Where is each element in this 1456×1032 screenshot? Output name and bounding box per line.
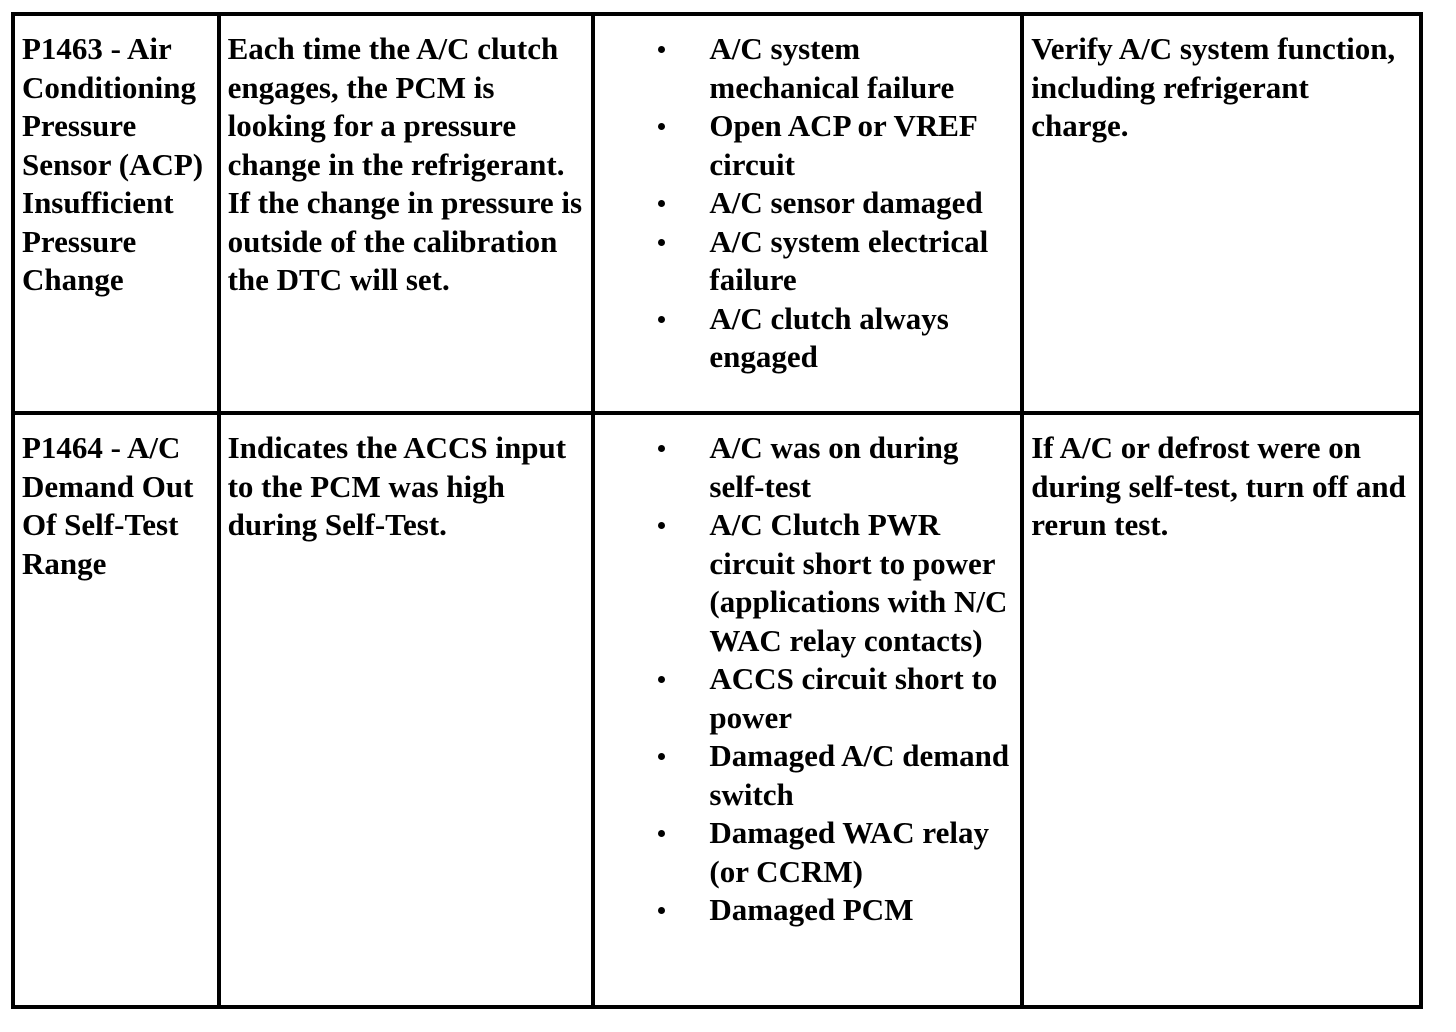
list-item: A/C sensor damaged [602,184,1014,223]
table-row [13,413,1421,1007]
dtc-table [11,12,1423,1009]
possible-causes-list [602,429,1014,930]
possible-causes-cell [593,413,1022,1007]
list-item: Damaged PCM [602,891,1014,930]
dtc-code-cell [13,413,219,1007]
list-item: ACCS circuit short to power [602,660,1014,737]
list-item: A/C system mechanical failure [602,30,1014,107]
list-item: A/C system electrical failure [602,223,1014,300]
dtc-code: P1463 - Air Conditioning Pressure Sensor (ACP) Insufficient Pressure Change [22,31,204,297]
dtc-action: If A/C or defrost were on during self-test, turn off and rerun test. [1031,430,1406,543]
dtc-description: Indicates the ACCS input to the PCM was high during Self-Test. [227,430,567,543]
possible-causes-cell [593,14,1022,413]
list-item: Damaged A/C demand switch [602,737,1014,814]
list-item: A/C clutch always engaged [602,300,1014,377]
list-item: Damaged WAC relay (or CCRM) [602,814,1014,891]
table-row [13,14,1421,413]
description-cell [219,413,594,1007]
list-item: Open ACP or VREF circuit [602,107,1014,184]
possible-causes-list [602,30,1014,377]
dtc-code-cell [13,14,219,413]
list-item: A/C was on during self-test [602,429,1014,506]
dtc-action: Verify A/C system function, including refrigerant charge. [1031,31,1396,143]
action-cell [1022,14,1421,413]
list-item: A/C Clutch PWR circuit short to power (applications with N/C WAC relay contacts) [602,506,1014,660]
dtc-code: P1464 - A/C Demand Out Of Self-Test Range [22,430,194,581]
action-cell [1022,413,1421,1007]
description-cell [219,14,594,413]
dtc-description: Each time the A/C clutch engages, the PCM is looking for a pressure change in the refrigerant. If the change in pressure is outside of the calibration the DTC will set. [227,31,583,297]
